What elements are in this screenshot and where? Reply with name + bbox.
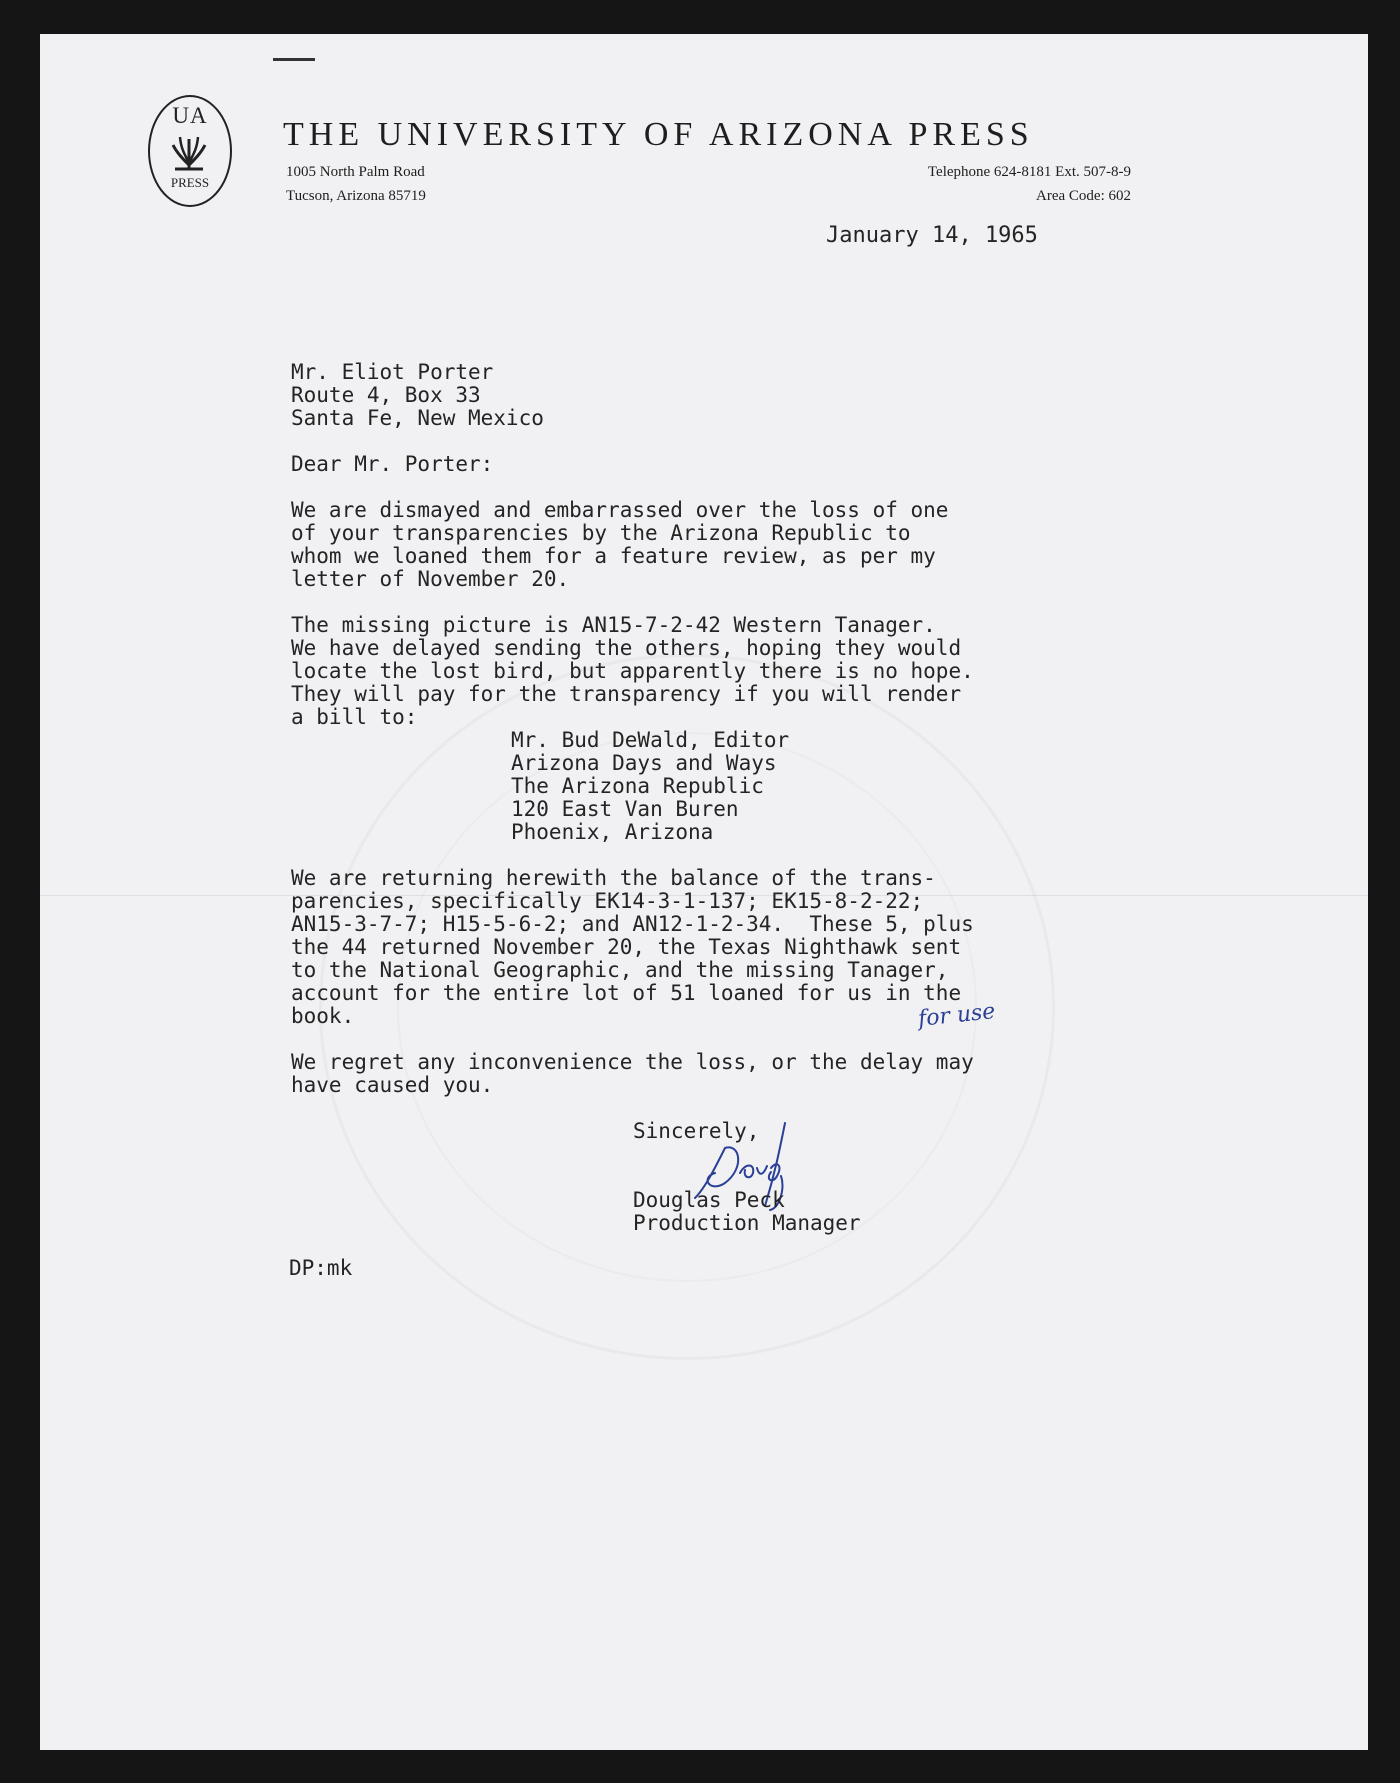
body-line: letter of November 20. [291, 567, 570, 591]
body-line: of your transparencies by the Arizona Republic to [291, 521, 911, 545]
body-line: AN15-3-7-7; H15-5-6-2; and AN12-1-2-34. These 5, plus [291, 912, 974, 936]
press-name: THE UNIVERSITY OF ARIZONA PRESS [283, 116, 1034, 153]
body-line: We have delayed sending the others, hoping they would [291, 636, 962, 660]
salutation: Dear Mr. Porter: [291, 452, 494, 476]
typist-initials: DP:mk [289, 1256, 353, 1280]
body-line: locate the lost bird, but apparently there is no hope. [291, 659, 974, 683]
letter-date: January 14, 1965 [826, 223, 1038, 248]
bill-to-line: Arizona Days and Ways [511, 751, 777, 775]
telephone: Telephone 624-8181 Ext. 507-8-9 [927, 164, 1131, 180]
bill-to-line: 120 East Van Buren [511, 797, 739, 821]
recipient-line: Mr. Eliot Porter [291, 360, 494, 384]
body-line: They will pay for the transparency if you will render [291, 682, 962, 706]
body-line: whom we loaned them for a feature review, as per my [291, 544, 936, 568]
body-line: the 44 returned November 20, the Texas Nighthawk sent [291, 935, 962, 959]
signer-title: Production Manager [633, 1211, 861, 1235]
body-line: to the National Geographic, and the missing Tanager, [291, 958, 949, 982]
agave-icon [169, 131, 209, 171]
bill-to-line: Mr. Bud DeWald, Editor [511, 728, 790, 752]
body-line: book. [291, 1004, 355, 1028]
typed-mark [273, 58, 315, 61]
recipient-line: Santa Fe, New Mexico [291, 406, 544, 430]
area-code: Area Code: 602 [1036, 188, 1131, 204]
recipient-line: Route 4, Box 33 [291, 383, 481, 407]
closing: Sincerely, [633, 1119, 760, 1143]
logo-ua-text: UA [172, 103, 208, 128]
bill-to-line: Phoenix, Arizona [511, 820, 714, 844]
handwritten-insertion: for use [916, 999, 997, 1032]
body-line: have caused you. [291, 1073, 494, 1097]
body-line: We are dismayed and embarrassed over the loss of one [291, 498, 949, 522]
press-logo [148, 95, 232, 207]
signer-name: Douglas Peck [633, 1188, 785, 1212]
body-line: a bill to: [291, 705, 418, 729]
body-line: The missing picture is AN15-7-2-42 Western Tanager. [291, 613, 936, 637]
body-line: account for the entire lot of 51 loaned for us in the [291, 981, 962, 1005]
body-line: parencies, specifically EK14-3-1-137; EK15-8-2-22; [291, 889, 924, 913]
logo-press-text: PRESS [170, 175, 210, 190]
body-line: We regret any inconvenience the loss, or the delay may [291, 1050, 974, 1074]
bill-to-line: The Arizona Republic [511, 774, 764, 798]
street-address: 1005 North Palm Road [286, 164, 425, 180]
city-address: Tucson, Arizona 85719 [286, 188, 426, 204]
body-line: We are returning herewith the balance of the trans- [291, 866, 936, 890]
